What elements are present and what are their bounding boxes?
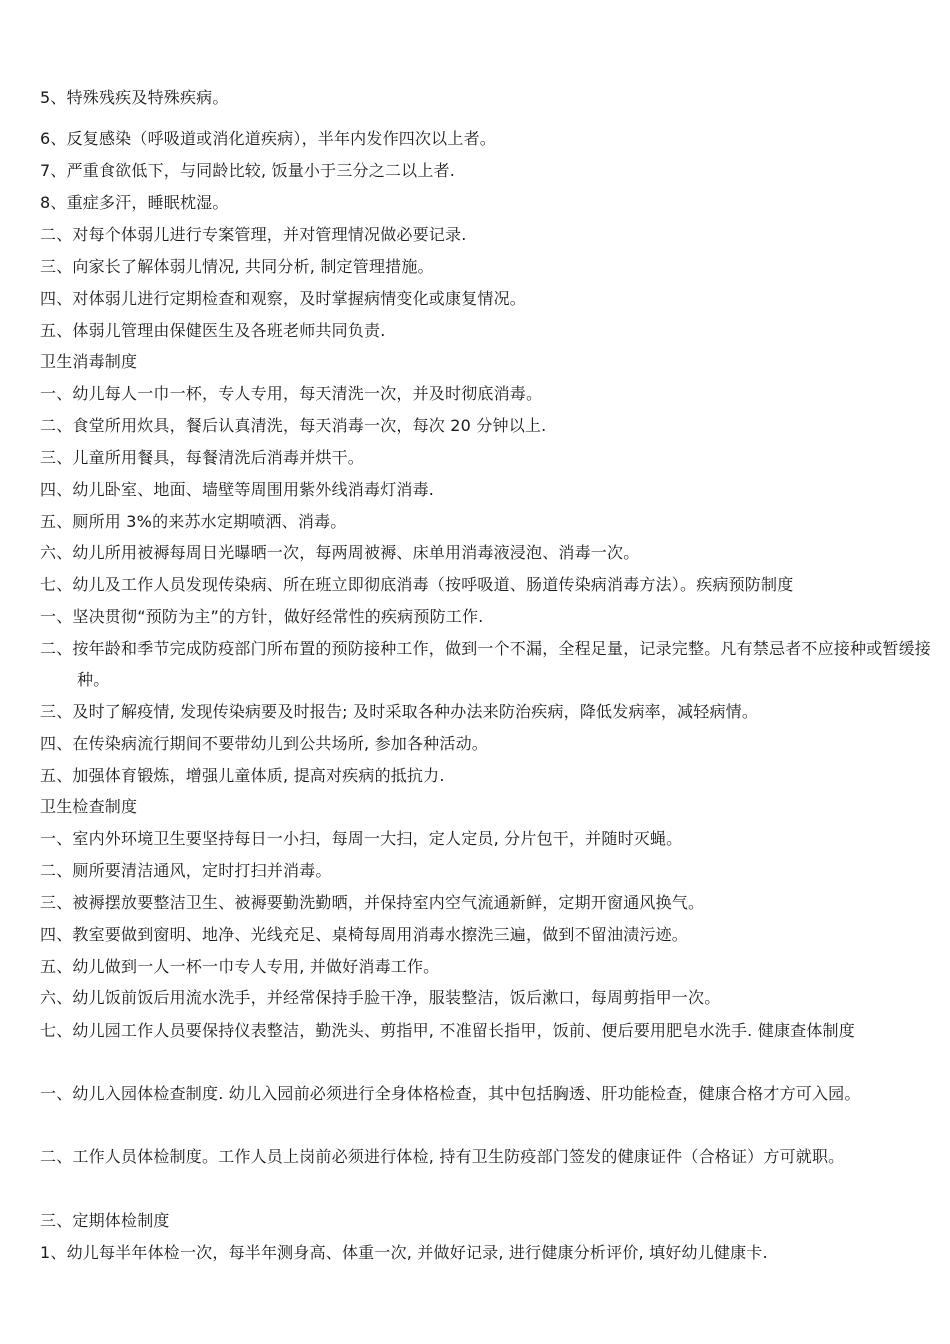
checkup-item-1: 1、幼儿每半年体检一次，每半年测身高、体重一次, 并做好记录, 进行健康分析评价, 填好幼儿健康卡. [40, 1243, 768, 1262]
rule-item-5: 五、体弱儿管理由保健医生及各班老师共同负责. [40, 321, 386, 340]
rule-item-3: 三、向家长了解体弱儿情况, 共同分析, 制定管理措施。 [40, 257, 434, 276]
inspection-item-5: 五、幼儿做到一人一杯一巾专人专用, 并做好消毒工作。 [40, 957, 440, 976]
prevention-item-1: 一、坚决贯彻“预防为主”的方针，做好经常性的疾病预防工作. [40, 607, 484, 626]
inspection-item-1: 一、室内外环境卫生要坚持每日一小扫，每周一大扫，定人定员, 分片包干，并随时灭蝇。 [40, 829, 683, 848]
list-item-6: 6、反复感染（呼吸道或消化道疾病），半年内发作四次以上者。 [40, 129, 496, 148]
inspection-item-2: 二、厕所要清洁通风，定时打扫并消毒。 [40, 861, 332, 880]
prevention-item-5: 五、加强体育锻炼，增强儿童体质, 提高对疾病的抵抗力. [40, 766, 445, 785]
disinfection-item-5: 五、厕所用 3%的来苏水定期喷洒、消毒。 [40, 512, 347, 531]
disinfection-item-7: 七、幼儿及工作人员发现传染病、所在班立即彻底消毒（按呼吸道、肠道传染病消毒方法）。疾病预防制度 [40, 575, 794, 594]
rule-item-2: 二、对每个体弱儿进行专案管理，并对管理情况做必要记录. [40, 225, 467, 244]
list-item-7: 7、严重食欲低下，与同龄比较, 饭量小于三分之二以上者. [40, 161, 456, 180]
disinfection-item-4: 四、幼儿卧室、地面、墙壁等周围用紫外线消毒灯消毒. [40, 480, 435, 499]
disinfection-item-2: 二、食堂所用炊具，餐后认真清洗，每天消毒一次，每次 20 分钟以上. [40, 416, 547, 435]
inspection-item-3: 三、被褥摆放要整洁卫生、被褥要勤洗勤晒，并保持室内空气流通新鲜，定期开窗通风换气。 [40, 893, 705, 912]
health-item-2: 二、工作人员体检制度。工作人员上岗前必须进行体检, 持有卫生防疫部门签发的健康证件（合格证）方可就职。 [40, 1147, 845, 1166]
inspection-item-7: 七、幼儿园工作人员要保持仪表整洁，勤洗头、剪指甲, 不准留长指甲，饭前、便后要用肥皂水洗手. 健康查体制度 [40, 1021, 855, 1040]
rule-item-4: 四、对体弱儿进行定期检查和观察，及时掌握病情变化或康复情况。 [40, 289, 527, 308]
health-item-1: 一、幼儿入园体检查制度. 幼儿入园前必须进行全身体格检查，其中包括胸透、肝功能检查，健康合格才方可入园。 [40, 1084, 861, 1103]
disinfection-item-6: 六、幼儿所用被褥每周日光曝晒一次，每两周被褥、床单用消毒液浸泡、消毒一次。 [40, 543, 640, 562]
health-item-3: 三、定期体检制度 [40, 1211, 170, 1230]
prevention-item-2: 二、按年龄和季节完成防疫部门所布置的预防接种工作，做到一个不漏，全程足量，记录完整。凡有禁忌者不应接种或暂缓接种。 [40, 639, 932, 689]
inspection-item-6: 六、幼儿饭前饭后用流水洗手，并经常保持手脸干净，服装整洁，饭后漱口，每周剪指甲一次。 [40, 988, 721, 1007]
list-item-5: 5、特殊残疾及特殊疾病。 [40, 88, 229, 107]
list-item-8: 8、重症多汗，睡眠枕湿。 [40, 193, 229, 212]
prevention-item-3: 三、及时了解疫情, 发现传染病要及时报告; 及时采取各种办法来防治疾病，降低发病率，减轻病情。 [40, 702, 759, 721]
disinfection-item-1: 一、幼儿每人一巾一杯，专人专用，每天清洗一次，并及时彻底消毒。 [40, 384, 543, 403]
prevention-item-4: 四、在传染病流行期间不要带幼儿到公共场所, 参加各种活动。 [40, 734, 488, 753]
section-heading-hygiene-inspection: 卫生检查制度 [40, 797, 138, 816]
section-heading-disinfection: 卫生消毒制度 [40, 352, 138, 371]
inspection-item-4: 四、教室要做到窗明、地净、光线充足、桌椅每周用消毒水擦洗三遍，做到不留油渍污迹。 [40, 925, 689, 944]
disinfection-item-3: 三、儿童所用餐具，每餐清洗后消毒并烘干。 [40, 448, 365, 467]
